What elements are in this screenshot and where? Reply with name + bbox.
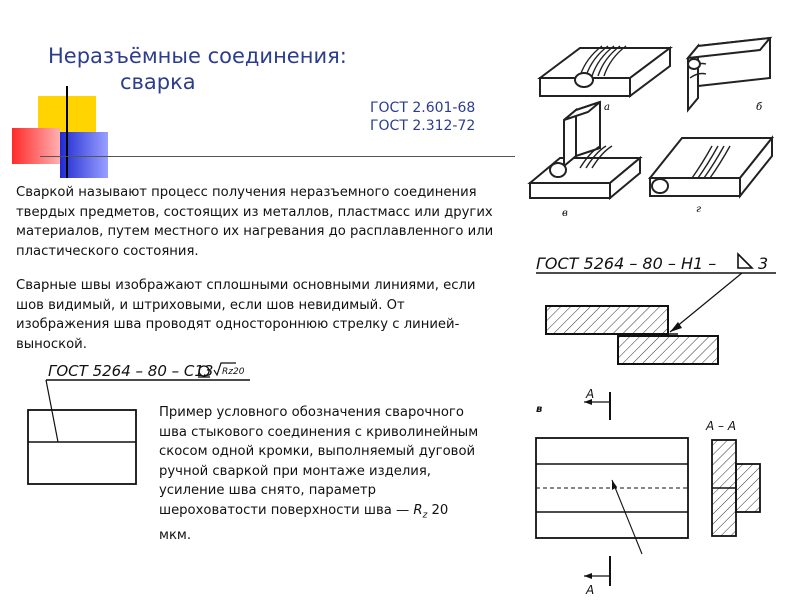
- roughness-value: Rz20: [222, 367, 245, 377]
- weld-joint-types-figure: [520, 18, 790, 228]
- handwritten-designation: ГОСТ 5264 – 80 – С13: [48, 362, 214, 380]
- example-line-roughness: шероховатости поверхности шва — $R_z$ 20: [159, 502, 449, 521]
- section-title: А – А: [706, 419, 737, 433]
- representation-line: Сварные швы изображают сплошными основными линиями, если: [16, 278, 476, 293]
- figure-label-b: б: [756, 102, 763, 113]
- section-aa-figure: [520, 380, 790, 596]
- section-variant-label: в: [536, 404, 543, 415]
- weld-leg-size: 3: [758, 254, 769, 273]
- cut-letter-top: А: [586, 387, 595, 401]
- decor-vertical-line: [66, 86, 68, 178]
- fillet-weld-symbol: [738, 254, 752, 268]
- example-line-unit: мкм.: [159, 527, 192, 543]
- representation-line: шов видимый, и штриховыми, если шов невидимый. От: [16, 297, 405, 313]
- rz-subscript: z: [422, 510, 428, 521]
- gost-reference-1: ГОСТ 2.601-68: [370, 100, 476, 116]
- definition-line: материалов, путем местного их нагревания до расплавленного или: [16, 224, 494, 239]
- example-line: шва стыкового соединения с криволинейным: [159, 424, 479, 440]
- decor-horizontal-rule: [40, 156, 515, 157]
- example-line: усиление шва снято, параметр: [159, 483, 376, 498]
- figure-label-a: а: [604, 102, 610, 113]
- representation-line: изображения шва проводят одностороннюю стрелку с линией-: [16, 317, 460, 332]
- example-line: Пример условного обозначения сварочного: [159, 405, 464, 420]
- example-line: ручной сваркой при монтаже изделия,: [159, 463, 431, 479]
- cut-letter-bottom: А: [586, 583, 595, 596]
- butt-weld-sketch: [540, 46, 670, 96]
- lap-weld-sketch: [650, 138, 772, 196]
- definition-paragraph: [16, 183, 511, 261]
- butt-weld-designation-figure: [18, 356, 268, 486]
- representation-line: выноской.: [16, 336, 87, 352]
- tee-weld-sketch: [530, 102, 640, 198]
- page-subtitle: сварка: [120, 70, 196, 94]
- figure-label-g: г: [696, 204, 702, 215]
- rz-symbol: R: [413, 502, 423, 518]
- definition-line: Сваркой называют процесс получения неразъемного соединения: [16, 185, 477, 200]
- page-title: Неразъёмные соединения:: [48, 44, 347, 68]
- figure-label-v: в: [562, 208, 568, 219]
- representation-paragraph: [16, 276, 511, 354]
- gost-reference-2: ГОСТ 2.312-72: [370, 118, 476, 134]
- definition-line: твердых предметов, состоящих из металлов, пластмасс или других: [16, 204, 493, 220]
- definition-line: пластического состояния.: [16, 243, 199, 259]
- corner-weld-sketch: [688, 38, 770, 110]
- decor-red-square: [12, 128, 60, 164]
- example-line: скосом одной кромки, выполняемый дуговой: [159, 444, 476, 459]
- lap-weld-designation-figure: [520, 248, 790, 372]
- weld-designation-text: ГОСТ 5264 – 80 – Н1 –: [536, 254, 717, 273]
